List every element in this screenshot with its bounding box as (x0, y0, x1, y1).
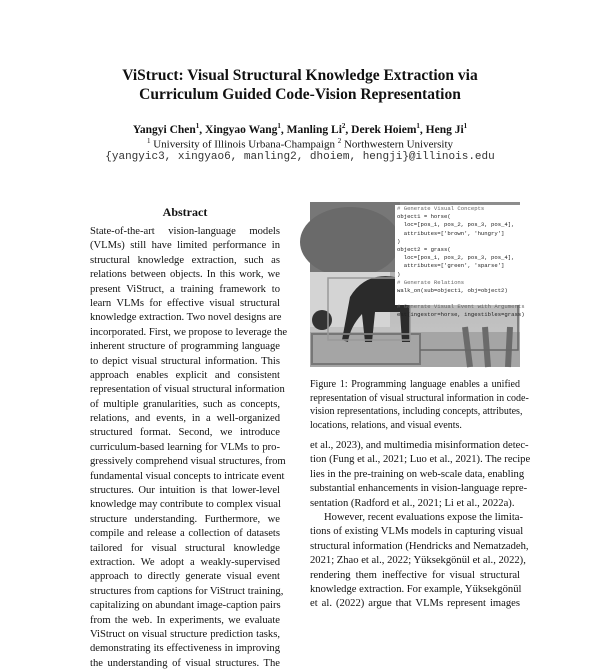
abstract-line: of multiple granularities, such as concepts, (90, 398, 280, 410)
author-name: Derek Hoiem (351, 123, 417, 136)
body-line: tions of existing VLMs models in capturing visual (310, 526, 524, 538)
code-line: loc=[pos_1, pos_2, pos_3, pos_4], (397, 254, 515, 262)
caption-line: locations, relations, and visual events. (310, 419, 462, 431)
abstract-line: fundamental visual concepts to intricate event (90, 470, 285, 482)
abstract-line: structures. Our intuition is that lower-level (90, 485, 280, 497)
code-line: attributes=['green', 'sparse'] (397, 262, 505, 270)
author-name: Manling Li (286, 123, 342, 136)
body-line: structural information (Hendricks and Nematzadeh, (310, 540, 529, 552)
author-name: Yangyi Chen (132, 123, 196, 136)
abstract-line: structural knowledge extraction, such as (90, 254, 280, 266)
author-affiliation-mark: 1 (416, 122, 420, 130)
abstract-line: knowledge extraction. Two novel designs are (90, 312, 282, 324)
body-line: substantial enhancements in vision-language repre- (310, 483, 528, 495)
caption-line: Figure 1: Programming language enables a unified (310, 379, 520, 390)
body-line: However, recent evaluations expose the limita- (324, 511, 524, 523)
abstract-line: curriculum-based learning for VLMs to pro- (90, 441, 280, 453)
abstract-line: gressively comprehend visual structures, from (90, 456, 286, 468)
title-line: ViStruct: Visual Structural Knowledge Extraction via (122, 67, 478, 84)
abstract-line: structured format. Second, we introduce (90, 427, 280, 439)
abstract-line: demonstrating its effectiveness in improving (90, 643, 280, 655)
code-line: # Generate Visual Event with Arguments (397, 303, 525, 311)
author-name: Heng Ji (425, 123, 464, 136)
abstract-line: State-of-the-art vision-language models (90, 226, 280, 237)
abstract-line: compile and release a collection of datasets (90, 528, 280, 540)
abstract-line: ViStruct on visual structure prediction tasks, (90, 628, 280, 640)
author-emails: {yangyic3, xingyao6, manling2, dhoiem, hengji}@illinois.edu (105, 151, 495, 163)
code-line: walk_on(sub=object1, obj=object2) (397, 286, 508, 294)
abstract-line: tailored for visual structural knowledge (90, 542, 280, 554)
code-line: loc=[pos_1, pos_2, pos_3, pos_4], (397, 221, 515, 229)
abstract-line: relations, and events, in a well-organized (90, 413, 280, 425)
figure-caption (310, 378, 529, 432)
abstract-line: representation of visual structural information (90, 384, 285, 396)
body-line: sentation (Radford et al., 2021; Li et al., 2022a). (310, 497, 515, 509)
caption-line: representation of visual structural information in code- (310, 392, 529, 404)
abstract-line: to depict visual structural information. This (90, 355, 280, 367)
abstract-line: extraction. We adopt a weakly-supervised (90, 556, 280, 568)
body-line: 2021; Zhao et al., 2022; Yüksekgönül et al., 2022), (310, 555, 526, 567)
code-representation (395, 205, 525, 319)
body-line: et al. (2022) argue that VLMs represent images (310, 598, 520, 610)
code-line: # Generate Visual Concepts (397, 205, 485, 212)
abstract-line: learn VLMs for effective visual structural (90, 297, 280, 309)
caption-line: vision representations, including concepts, attributes, (310, 406, 523, 418)
affiliation-number: 2 (337, 137, 342, 145)
abstract-line: the understanding of visual structures. The (90, 657, 280, 669)
paper-title (0, 66, 600, 104)
abstract-line: inherent structure of programming language (90, 341, 280, 353)
affiliation-number: 1 (146, 137, 151, 145)
code-line: # Generate Relations (397, 278, 465, 286)
abstract-line: relations between objects. In this work, we (90, 269, 280, 281)
abstract-line: approach to directly generate visual event (90, 571, 280, 583)
author-affiliation-mark: 1 (463, 122, 468, 130)
abstract-line: knowledge may contribute to complex visual (90, 499, 281, 511)
abstract-line: from the web. In experiments, we evaluate (90, 614, 280, 626)
abstract-body (90, 225, 288, 671)
code-line: object2 = grass( (397, 245, 451, 253)
abstract-line: structures from captions for ViStruct training, (90, 585, 284, 597)
code-line (397, 295, 525, 303)
abstract-line: structure understanding. Furthermore, we (90, 513, 280, 525)
abstract-line: present ViStruct, a training framework to (90, 283, 280, 295)
author-affiliation-mark: 2 (341, 122, 346, 130)
body-line: rendering them ineffective for visual structural (310, 569, 520, 581)
body-line: tion (Fung et al., 2021; Luo et al., 2021). The recipe (310, 454, 531, 466)
body-line: lies in the pre-training on web-scale data, enabling (310, 468, 525, 480)
author-affiliation-mark: 1 (277, 122, 281, 130)
author-affiliation-mark: 1 (195, 122, 200, 130)
code-line: object1 = horse( (397, 213, 451, 221)
author-list: Yangyi Chen$^1$, Xingyao Wang$^1$, Manling Li$^2$, Derek Hoiem$^1$, Heng Ji$^1$ (132, 122, 468, 136)
affiliation-name: Northwestern University (343, 138, 454, 151)
author-name: Xingyao Wang (205, 123, 278, 136)
body-line: knowledge extraction. For example, Yüksekgönül (310, 583, 522, 595)
code-line: ) (397, 237, 401, 245)
abstract-heading: Abstract (162, 205, 208, 219)
affiliation-name: University of Illinois Urbana-Champaign (153, 138, 335, 151)
abstract-line: (VLMs) still have limited performance in (90, 240, 280, 252)
abstract-line: approach enables explicit and consistent (90, 369, 280, 381)
intro-body (310, 439, 531, 612)
title-line: Curriculum Guided Code-Vision Representation (139, 86, 461, 103)
code-line: attributes=['brown', 'hungry'] (397, 229, 505, 237)
code-line: eat(ingestor=horse, ingestibles=grass) (397, 311, 525, 319)
abstract-line: capitalizing on abundant image-caption pairs (90, 600, 281, 612)
body-line: et al., 2023), and multimedia misinformation detec- (310, 440, 529, 451)
code-line: ) (397, 270, 401, 278)
abstract-line: incorporated. First, we propose to leverage the (90, 326, 288, 338)
affiliations (0, 137, 600, 151)
